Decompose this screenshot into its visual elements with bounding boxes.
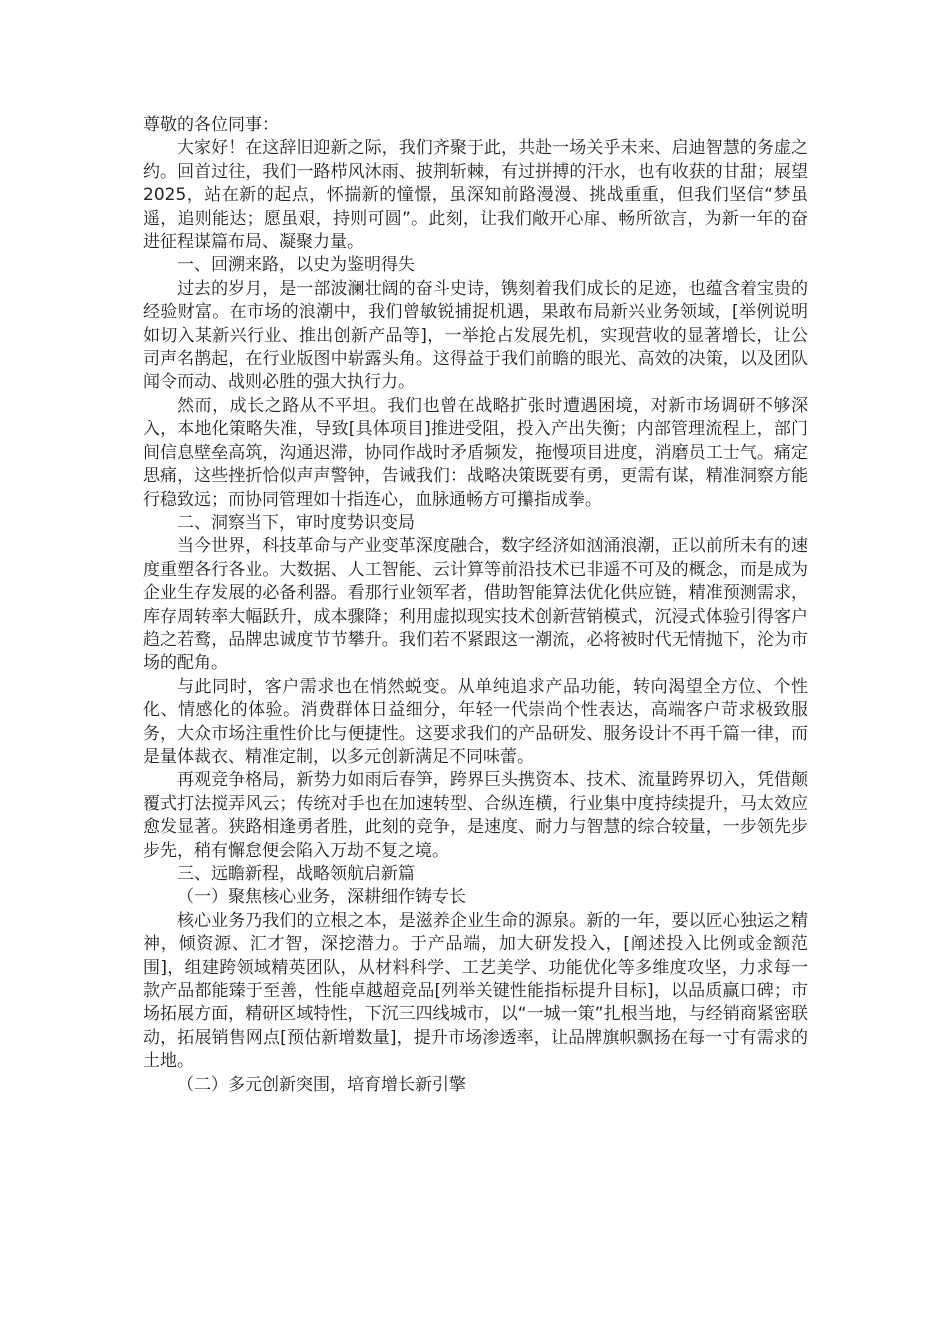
paragraph-competition: 再观竞争格局，新势力如雨后春笋，跨界巨头携资本、技术、流量跨界切入，凭借颠覆式打法搅弄风云；传统对手也在加速转型、合纵连横，行业集中度持续提升，马太效应愈发显著。狭路相逢勇者胜，此刻的竞争，是速度、耐力与智慧的综合较量，一步领先步步先，稍有懈怠便会陷入万劫不复之境。: [143, 770, 808, 861]
paragraph-technology: 当今世界，科技革命与产业变革深度融合，数字经济如汹涌浪潮，正以前所未有的速度重塑各行各业。大数据、人工智能、云计算等前沿技术已非遥不可及的概念，而是成为企业生存发展的必备利器。看那行业领军者，借助智能算法优化供应链，精准预测需求，库存周转率大幅跃升，成本骤降；利用虚拟现实技术创新营销模式，沉浸式体验引得客户趋之若鹜，品牌忠诚度节节攀升。我们若不紧跟这一潮流，必将被时代无情抛下，沦为市场的配角。: [143, 536, 808, 674]
document-body: [143, 114, 808, 1097]
paragraph-core-business: 核心业务乃我们的立根之本，是滋养企业生命的源泉。新的一年，要以匠心独运之精神，倾资源、汇才智，深挖潜力。于产品端，加大研发投入，[阐述投入比例或金额范围]，组建跨领域精英团队，从材料科学、工艺美学、功能优化等多维度攻坚，力求每一款产品都能臻于至善，性能卓越超竞品[列举关键性能指标提升目标]，以品质赢口碑；市场拓展方面，精研区域特性，下沉三四线城市，以“一城一策”扎根当地，与经销商紧密联动，拓展销售网点[预估新增数量]，提升市场渗透率，让品牌旗帜飘扬在每一寸有需求的土地。: [143, 910, 808, 1072]
subsection-heading-2: （二）多元创新突围，培育增长新引擎: [177, 1074, 466, 1095]
paragraph-past-setbacks: 然而，成长之路从不平坦。我们也曾在战略扩张时遭遇困境，对新市场调研不够深入，本地化策略失准，导致[具体项目]推进受阻，投入产出失衡；内部管理流程上，部门间信息壁垒高筑，沟通迟滞，协同作战时矛盾频发，拖慢项目进度，消磨员工士气。痛定思痛，这些挫折恰似声声警钟，告诫我们：战略决策既要有勇，更需有谋，精准洞察方能行稳致远；而协同管理如十指连心，血脉通畅方可攥指成拳。: [143, 395, 808, 510]
subsection-heading-1: （一）聚焦核心业务，深耕细作铸专长: [177, 887, 466, 908]
paragraph-past-achievements: 过去的岁月，是一部波澜壮阔的奋斗史诗，镌刻着我们成长的足迹，也蕴含着宝贵的经验财富。在市场的浪潮中，我们曾敏锐捕捉机遇，果敢布局新兴业务领域，[举例说明如切入某新兴行业、推出创新产品等]，一举抢占发展先机，实现营收的显著增长，让公司声名鹊起，在行业版图中崭露头角。这得益于我们前瞻的眼光、高效的决策，以及团队闻令而动、战则必胜的强大执行力。: [143, 278, 808, 393]
salutation: 尊敬的各位同事：: [143, 115, 279, 135]
section-heading-1: 一、回溯来路，以史为鉴明得失: [177, 255, 415, 276]
section-heading-2: 二、洞察当下，审时度势识变局: [177, 512, 415, 533]
paragraph-customer-needs: 与此同时，客户需求也在悄然蜕变。从单纯追求产品功能，转向渴望全方位、个性化、情感化的体验。消费群体日益细分，年轻一代崇尚个性表达，高端客户苛求极致服务，大众市场注重性价比与便捷性。这要求我们的产品研发、服务设计不再千篇一律，而是量体裁衣、精准定制，以多元创新满足不同味蕾。: [143, 676, 808, 767]
paragraph-greeting: 大家好！在这辞旧迎新之际，我们齐聚于此，共赴一场关乎未来、启迪智慧的务虚之约。回首过往，我们一路栉风沐雨、披荆斩棘，有过拼搏的汗水，也有收获的甘甜；展望2025，站在新的起点，怀揣新的憧憬，虽深知前路漫漫、挑战重重，但我们坚信“梦虽遥，追则能达；愿虽艰，持则可圆”。此刻，让我们敞开心扉、畅所欲言，为新一年的奋进征程谋篇布局、凝聚力量。: [143, 138, 808, 253]
section-heading-3: 三、远瞻新程，战略领航启新篇: [177, 864, 415, 884]
